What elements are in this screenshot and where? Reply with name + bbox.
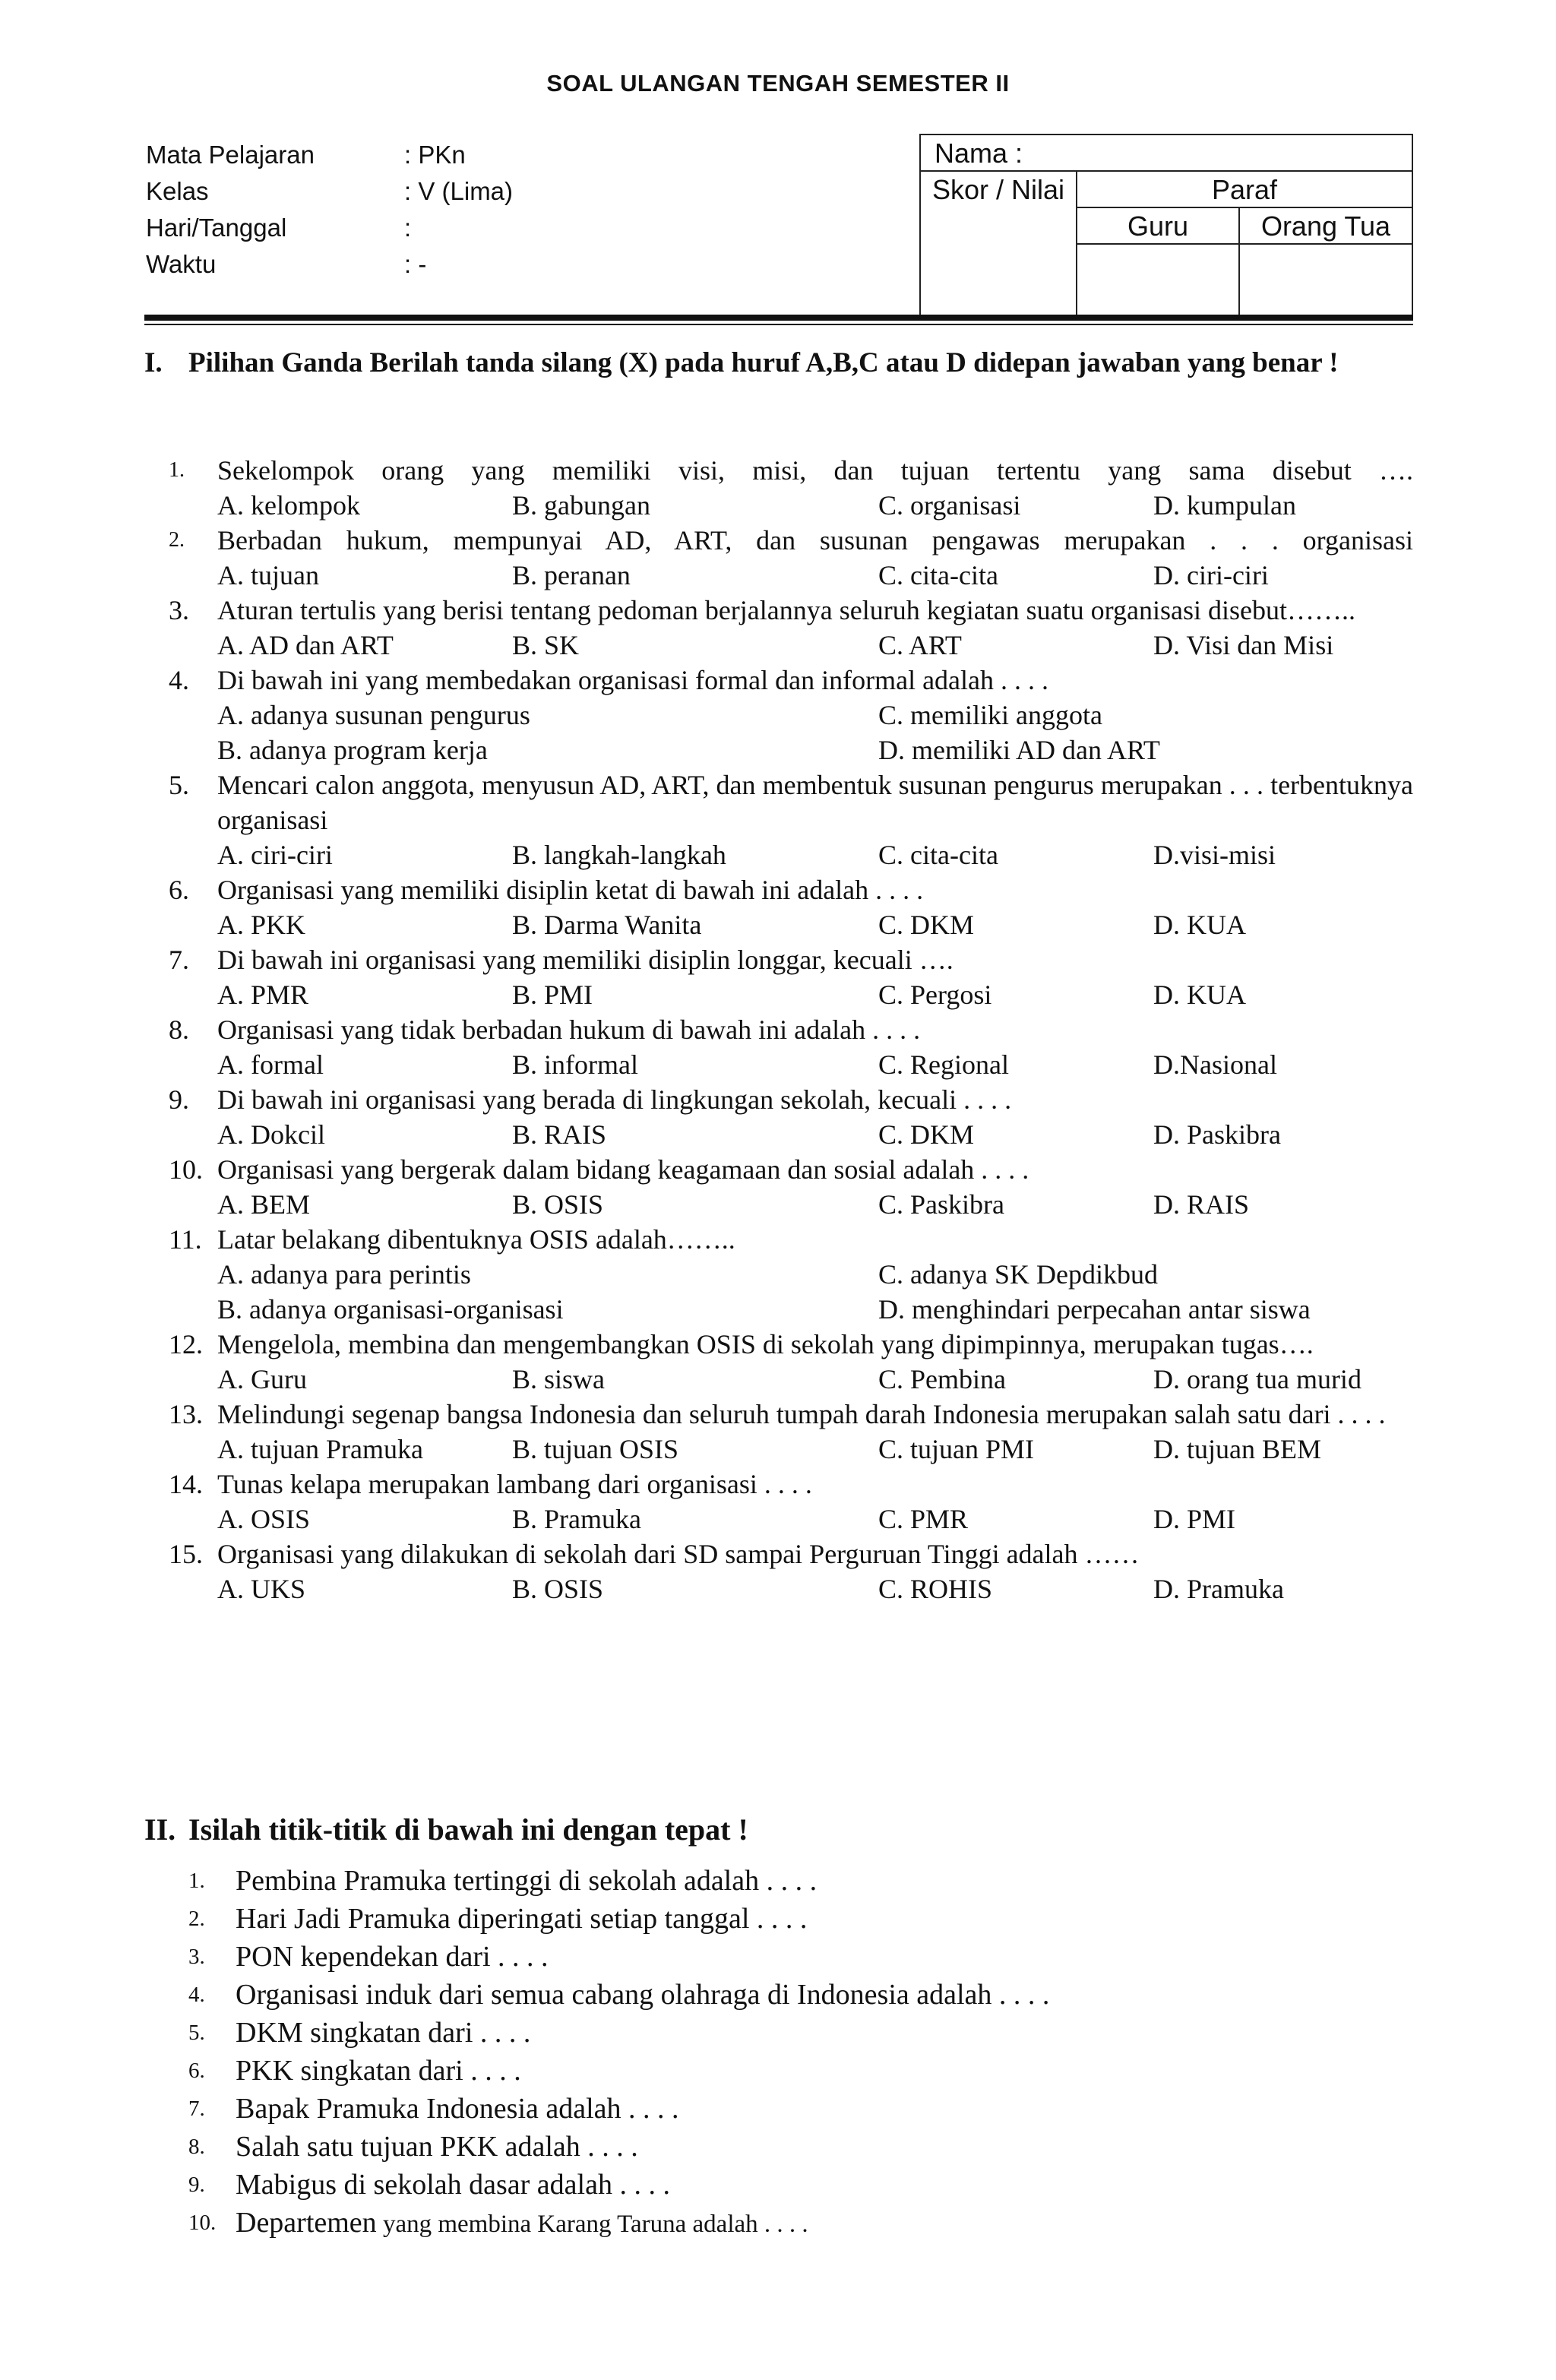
question-text: Organisasi yang tidak berbadan hukum di bawah ini adalah . . . . [217,1014,921,1045]
fill-text: DKM singkatan dari . . . . [236,2017,531,2049]
option-b[interactable]: B. OSIS [512,1189,604,1220]
options [217,488,1413,523]
question-text: Aturan tertulis yang berisi tentang pedoman berjalannya seluruh kegiatan suatu organisasi disebut…….. [217,595,1355,625]
question-8 [169,1012,1413,1082]
info-row-subject [146,137,632,173]
info-label: Mata Pelajaran [146,141,315,169]
option-d[interactable]: D.Nasional [1153,1049,1277,1080]
parent-header: Orang Tua [1240,208,1412,245]
fill-item-10 [188,2204,1049,2242]
info-value: : V (Lima) [404,177,514,205]
fill-item-4 [188,1976,1049,2014]
option-b[interactable]: B. Darma Wanita [512,910,702,940]
option-d[interactable]: D. RAIS [1153,1189,1250,1220]
fill-text: Mabigus di sekolah dasar adalah . . . . [236,2169,670,2201]
option-d[interactable]: D.visi-misi [1153,840,1276,870]
fill-number: 6. [188,2059,205,2083]
option-b[interactable]: B. adanya organisasi-organisasi [217,1294,564,1325]
option-a[interactable]: A. Dokcil [217,1119,325,1150]
question-5 [169,767,1413,872]
question-number: 6. [169,875,189,905]
question-number: 10. [169,1154,203,1185]
options [217,977,1413,1012]
option-a[interactable]: A. AD dan ART [217,630,394,660]
option-b[interactable]: B. peranan [512,560,631,590]
option-c[interactable]: C. DKM [878,910,975,940]
section2-heading [144,1809,748,1851]
header-divider-thick [144,315,1413,321]
fill-number: 1. [188,1869,205,1893]
fill-in-list [188,1862,1049,2242]
options [217,1187,1413,1222]
question-number: 7. [169,945,189,975]
question-number: 9. [169,1084,189,1115]
info-value: : - [404,250,427,278]
question-text: Berbadan hukum, mempunyai AD, ART, dan susunan pengawas merupakan . . . organisasi [217,525,1413,555]
teacher-header: Guru [1077,208,1240,245]
option-a[interactable]: A. tujuan Pramuka [217,1434,423,1464]
options [217,1571,1413,1606]
option-c[interactable]: C. tujuan PMI [878,1434,1035,1464]
teacher-signature-cell[interactable] [1077,245,1240,315]
question-number: 1. [169,458,185,482]
question-number: 12. [169,1329,203,1359]
question-text: Di bawah ini yang membedakan organisasi formal dan informal adalah . . . . [217,665,1049,695]
option-d[interactable]: D. kumpulan [1153,490,1296,521]
options [217,558,1413,593]
info-value: : PKn [404,141,466,169]
option-d[interactable]: D. KUA [1153,980,1246,1010]
fill-number: 9. [188,2173,205,2197]
options [217,1047,1413,1082]
option-d[interactable]: D. KUA [1153,910,1246,940]
options [217,907,1413,942]
option-a[interactable]: A. kelompok [217,490,360,521]
question-2 [169,523,1413,593]
option-d[interactable]: D. orang tua murid [1153,1364,1362,1394]
question-12 [169,1327,1413,1397]
option-b[interactable]: B. informal [512,1049,638,1080]
info-value: : [404,214,412,242]
score-signature-table [919,134,1413,316]
option-c[interactable]: C. Paskibra [878,1189,1004,1220]
option-c[interactable]: C. PMR [878,1504,969,1534]
question-text: Organisasi yang dilakukan di sekolah dari SD sampai Perguruan Tinggi adalah …… [217,1539,1140,1569]
option-a[interactable]: A. adanya susunan pengurus [217,700,530,730]
option-a[interactable]: A. ciri-ciri [217,840,333,870]
score-header: Skor / Nilai [921,172,1077,208]
fill-item-7 [188,2090,1049,2128]
option-b[interactable]: B. siswa [512,1364,606,1394]
question-15 [169,1537,1413,1606]
option-a[interactable]: A. formal [217,1049,324,1080]
option-a[interactable]: A. PKK [217,910,306,940]
option-b[interactable]: B. Pramuka [512,1504,641,1534]
question-number: 11. [169,1224,202,1255]
fill-item-8 [188,2128,1049,2166]
fill-item-6 [188,2052,1049,2090]
fill-text: Pembina Pramuka tertinggi di sekolah adalah . . . . [236,1865,818,1897]
option-c[interactable]: C. ROHIS [878,1574,993,1604]
fill-number: 2. [188,1907,205,1931]
options [217,837,1413,872]
option-b[interactable]: B. SK [512,630,580,660]
option-d[interactable]: D. tujuan BEM [1153,1434,1321,1464]
fill-text: Bapak Pramuka Indonesia adalah . . . . [236,2093,679,2125]
name-field[interactable]: Nama : [921,135,1412,172]
signature-header: Paraf [1077,172,1412,208]
student-info [146,137,632,283]
option-c[interactable]: C. adanya SK Depdikbud [878,1259,1158,1290]
fill-item-3 [188,1938,1049,1976]
fill-number: 7. [188,2097,205,2121]
fill-text: Organisasi induk dari semua cabang olahraga di Indonesia adalah . . . . [236,1979,1050,2011]
fill-item-1 [188,1862,1049,1900]
option-b[interactable]: B. adanya program kerja [217,735,488,765]
fill-number: 5. [188,2021,205,2045]
question-number: 2. [169,528,185,552]
option-d[interactable]: D. ciri-ciri [1153,560,1269,590]
option-a[interactable]: A. BEM [217,1189,311,1220]
option-d[interactable]: D. Paskibra [1153,1119,1281,1150]
fill-number: 4. [188,1983,205,2007]
question-number: 3. [169,595,189,625]
question-number: 4. [169,665,189,695]
fill-text: PKK singkatan dari . . . . [236,2055,521,2087]
question-10 [169,1152,1413,1222]
question-number: 13. [169,1399,203,1429]
question-text: Mengelola, membina dan mengembangkan OSIS di sekolah yang dipimpinnya, merupakan tugas…. [217,1329,1314,1359]
question-number: 8. [169,1014,189,1045]
option-c[interactable]: C. cita-cita [878,560,998,590]
option-a[interactable]: A. adanya para perintis [217,1259,471,1290]
options [217,1502,1413,1537]
option-b[interactable]: B. gabungan [512,490,650,521]
question-text: Di bawah ini organisasi yang berada di lingkungan sekolah, kecuali . . . . [217,1084,1012,1115]
question-number: 5. [169,770,189,800]
options [217,1362,1413,1397]
question-3 [169,593,1413,663]
option-b[interactable]: B. OSIS [512,1574,604,1604]
document-title: SOAL ULANGAN TENGAH SEMESTER II [546,70,1010,97]
option-b[interactable]: B. PMI [512,980,593,1010]
section2-number: II. [144,1812,176,1847]
question-text: Sekelompok orang yang memiliki visi, misi, dan tujuan tertentu yang sama disebut …. [217,455,1413,486]
option-d[interactable]: D. Visi dan Misi [1153,630,1334,660]
fill-text: Salah satu tujuan PKK adalah . . . . [236,2131,638,2163]
option-c[interactable]: C. cita-cita [878,840,998,870]
option-c[interactable]: C. Pembina [878,1364,1006,1394]
section1-number: I. [144,347,163,378]
info-label: Hari/Tanggal [146,214,287,242]
header-divider-thin [144,324,1413,325]
fill-text-rest: yang membina Karang Taruna adalah . . . . [376,2211,808,2238]
question-14 [169,1467,1413,1537]
options [217,1257,1413,1327]
option-c[interactable]: C. Regional [878,1049,1009,1080]
option-c[interactable]: C. DKM [878,1119,975,1150]
question-9 [169,1082,1413,1152]
info-row-class [146,173,632,210]
question-text: Mencari calon anggota, menyusun AD, ART, dan membentuk susunan pengurus merupakan . . . terbentuknya organisasi [217,770,1413,835]
fill-number: 10. [188,2211,217,2235]
option-a[interactable]: A. tujuan [217,560,319,590]
option-b[interactable]: B. RAIS [512,1119,607,1150]
question-6 [169,872,1413,942]
question-4 [169,663,1413,767]
question-11 [169,1222,1413,1327]
option-a[interactable]: A. OSIS [217,1504,311,1534]
option-a[interactable]: A. Guru [217,1364,307,1394]
info-row-date [146,210,632,246]
option-c[interactable]: C. memiliki anggota [878,700,1102,730]
option-d[interactable]: D. Pramuka [1153,1574,1284,1604]
option-d[interactable]: D. PMI [1153,1504,1236,1534]
section1-heading [144,345,1413,381]
question-13 [169,1397,1413,1467]
option-d[interactable]: D. menghindari perpecahan antar siswa [878,1294,1311,1325]
question-text: Di bawah ini organisasi yang memiliki disiplin longgar, kecuali …. [217,945,954,975]
question-text: Tunas kelapa merupakan lambang dari organisasi . . . . [217,1469,812,1499]
fill-item-9 [188,2166,1049,2204]
score-cell[interactable] [921,208,1077,315]
fill-text-lead: Departemen [236,2207,377,2239]
options [217,698,1413,767]
fill-text: PON kependekan dari . . . . [236,1941,549,1973]
fill-text: Hari Jadi Pramuka diperingati setiap tanggal . . . . [236,1903,808,1935]
option-a[interactable]: A. UKS [217,1574,306,1604]
question-text: Melindungi segenap bangsa Indonesia dan seluruh tumpah darah Indonesia merupakan salah satu dari . . . . [217,1399,1386,1429]
option-a[interactable]: A. PMR [217,980,309,1010]
info-label: Waktu [146,250,217,278]
section1-instruction: Pilihan Ganda Berilah tanda silang (X) pada huruf A,B,C atau D didepan jawaban yang benar ! [188,347,1339,378]
option-b[interactable]: B. langkah-langkah [512,840,726,870]
question-text: Organisasi yang bergerak dalam bidang keagamaan dan sosial adalah . . . . [217,1154,1029,1185]
fill-number: 3. [188,1945,205,1969]
question-text: Organisasi yang memiliki disiplin ketat di bawah ini adalah . . . . [217,875,924,905]
question-number: 14. [169,1469,203,1499]
fill-item-2 [188,1900,1049,1938]
option-c[interactable]: C. Pergosi [878,980,992,1010]
question-number: 15. [169,1539,203,1569]
question-7 [169,942,1413,1012]
info-label: Kelas [146,177,209,205]
fill-number: 8. [188,2135,205,2159]
options [217,628,1413,663]
fill-item-5 [188,2014,1049,2052]
multiple-choice-list [169,453,1413,1606]
section2-instruction: Isilah titik-titik di bawah ini dengan tepat ! [188,1812,748,1847]
option-c[interactable]: C. organisasi [878,490,1021,521]
info-row-time [146,246,632,283]
option-c[interactable]: C. ART [878,630,962,660]
question-1 [169,453,1413,523]
options [217,1117,1413,1152]
option-d[interactable]: D. memiliki AD dan ART [878,735,1160,765]
question-text: Latar belakang dibentuknya OSIS adalah…….. [217,1224,735,1255]
fill-text [236,2207,808,2239]
option-b[interactable]: B. tujuan OSIS [512,1434,679,1464]
options [217,1432,1413,1467]
